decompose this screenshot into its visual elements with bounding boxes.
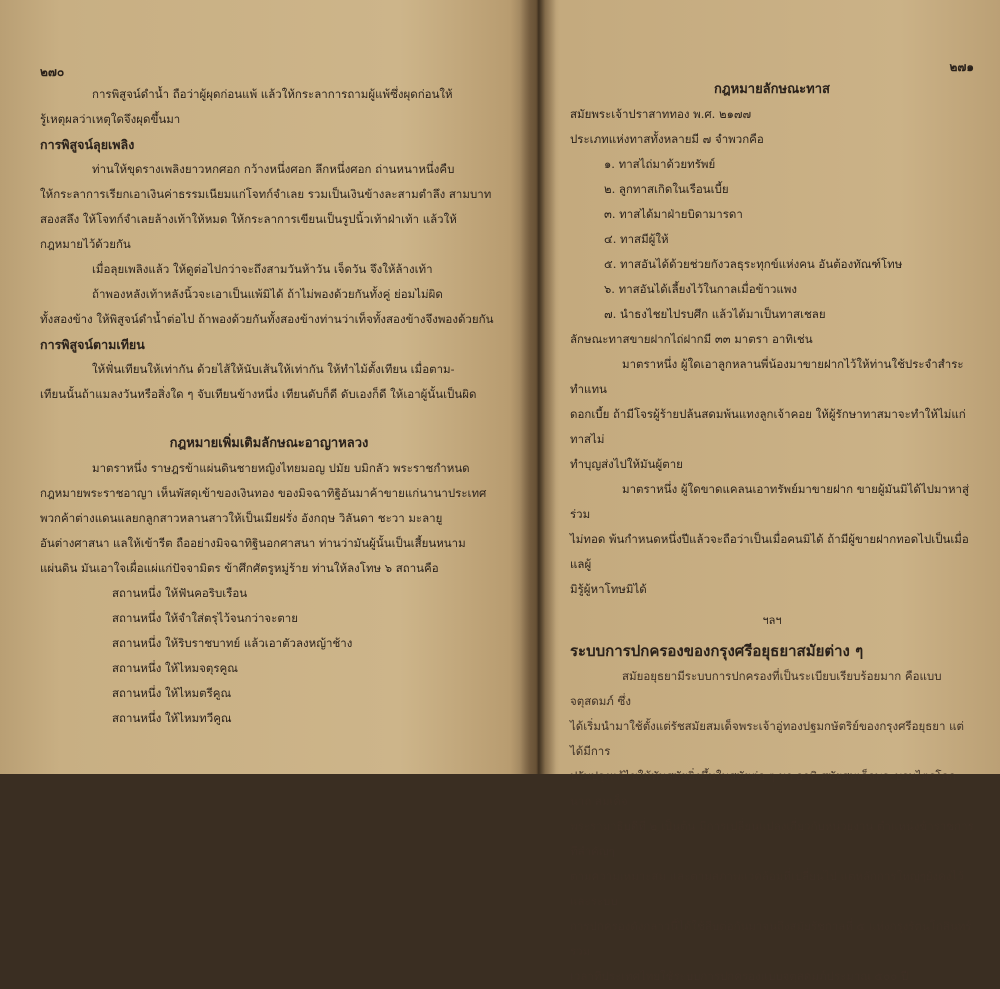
paragraph: สมัยอยุธยามีระบบการปกครองที่เป็นระเบียบเรียบร้อยมาก คือแบบจตุสดมภ์ ซึ่ง — [570, 669, 942, 708]
list-item: ๔. ทาสมีผู้ให้ — [604, 232, 669, 246]
list-item: ๕. ทาสอันได้ด้วยช่วยกังวลธุระทุกข์แห่งคน อันต้องทัณฑ์โทษ — [604, 257, 903, 271]
slave-types-list — [570, 152, 974, 327]
list-item: สถานหนึ่ง ให้จำใส่ตรุไว้จนกว่าจะตาย — [112, 611, 298, 625]
list-item: สถานหนึ่ง ให้ไหมจตุรคูณ — [112, 661, 238, 675]
paragraph: สมัยพระเจ้าปราสาททอง พ.ศ. ๒๑๗๗ — [570, 107, 752, 121]
paragraph: ทำบุญส่งไปให้มันผู้ตาย — [570, 457, 683, 471]
paragraph: การพิสูจน์ดำน้ำ ถือว่าผู้ผุดก่อนแพ้ แล้วให้กระลาการถามผู้แพ้ซึ่งผุดก่อนให้ — [92, 87, 453, 101]
section-heading: ระบบการปกครองของกรุงศรีอยุธยาสมัยต่าง ๆ — [570, 642, 864, 660]
paragraph: มาตราหนึ่ง ผู้ใดเอาลูกหลานพี่น้องมาขายฝากไว้ให้ท่านใช้ประจำสำระทำแทน — [570, 357, 964, 396]
paragraph: ตามความเหมาะสม และตามสภาพแวดล้อมที่เปลี่ยนไป แต่หลักการใหญ่ๆยังคงไว้และระบบ — [570, 869, 964, 908]
paragraph: การปกครองดังกล่าวนี้ได้ใช้สืบต่อกันมาจนถึงสมัยรัชกาลที่ ๕ แห่งกรุงรัตนโกสินทร์ รวม — [570, 919, 972, 958]
list-item: ๓. ทาสได้มาฝ่ายบิดามารดา — [604, 207, 743, 221]
paragraph: ได้เริ่มนำมาใช้ตั้งแต่รัชสมัยสมเด็จพระเจ้าอู่ทองปฐมกษัตริย์ของกรุงศรีอยุธยา แต่ได้มีการ — [570, 719, 964, 758]
paragraph: เวลาที่ประเทศไทยใช้ระบบการปกครองแบบจตุสดมภ์ประมาณ ๕๐๐ ปี — [570, 969, 909, 983]
right-page — [548, 0, 1000, 983]
list-item: ๖. ทาสอันได้เลี้ยงไว้ในกาลเมื่อข้าวแพง — [604, 282, 798, 296]
left-page — [0, 0, 528, 774]
paragraph: แผ่นดิน มันเอาใจเผื่อแผ่แก่ปัจจามิตร ข้าศึกศัตรูหมู่ร้าย ท่านให้ลงโทษ ๖ สถานคือ — [40, 561, 439, 575]
paragraph: ดอกเบี้ย ถ้ามีโจรผู้ร้ายปล้นสดมพ้นแทงลูกเจ้าคอย ให้ผู้รักษาทาสมาจะทำให้ไม่แก่ทาสไม่ — [570, 407, 966, 446]
paragraph: กฎหมายพระราชอาญา เห็นพัสดุเข้าของเงินทอง ของมิจฉาทิฐิอันมาค้าขายแก่นานาประเทศ — [40, 486, 487, 500]
paragraph: ลักษณะทาสขายฝากไถ่ฝากมี ๓๓ มาตรา อาทิเช่น — [570, 332, 813, 346]
paragraph: ท่านให้ขุดรางเพลิงยาวหกศอก กว้างหนึ่งศอก ลึกหนึ่งศอก ถ่านหนาหนึ่งคืบ — [92, 162, 455, 176]
section-heading: การพิสูจน์ตามเทียน — [40, 337, 145, 352]
paragraph: เมื่อลุยเพลิงแล้ว ให้ดูต่อไปกว่าจะถึงสามวันห้าวัน เจ็ดวัน จึงให้ล้างเท้า — [92, 262, 433, 276]
paragraph: กฎหมายไว้ด้วยกัน — [40, 237, 131, 251]
list-item: ๒. ลูกทาสเกิดในเรือนเบี้ย — [604, 182, 729, 196]
list-item: สถานหนึ่ง ให้ฟันคอริบเรือน — [112, 586, 248, 600]
list-item: ๑. ทาสไถ่มาด้วยทรัพย์ — [604, 157, 716, 171]
paragraph: มาตราหนึ่ง ผู้ใดขาดแคลนเอาทรัพย์มาขายฝาก ขายผู้มันมิได้ไปมาหาสู่ ร่วม — [570, 482, 970, 521]
section-heading-centered: กฎหมายเพิ่มเติมลักษณะอาญาหลวง — [169, 436, 369, 451]
list-item: สถานหนึ่ง ให้ริบราชบาทย์ แล้วเอาตัวลงหญ้าช้าง — [112, 636, 353, 650]
paragraph: สองสลึง ให้โจทก์จำเลยล้างเท้าให้หมด ให้กระลาการเขียนเป็นรูปนิ้วเท้าฝ่าเท้า แล้วให้ — [40, 212, 457, 226]
paragraph: พวกค้าต่างแดนแลยกลูกสาวหลานสาวให้เป็นเมียฝรั่ง อังกฤษ วิลันดา ชะวา มะลายู — [40, 511, 443, 525]
paragraph: มาตราหนึ่ง ราษฎรข้าแผ่นดินชายหญิงไทยมอญ ปมัย บมิกลัว พระราชกำหนด — [92, 461, 470, 475]
page-number-left: ๒๗๐ — [40, 65, 65, 79]
paragraph: ให้กระลาการเรียกเอาเงินค่าธรรมเนียมแก่โจทก์จำเลย รวมเป็นเงินข้างละสามตำลึง สามบาท — [40, 187, 492, 201]
ellipsis-marker: ฯลฯ — [762, 614, 782, 627]
list-item: สถานหนึ่ง ให้ไหมทวีคูณ — [112, 711, 232, 725]
list-item: ๗. นำธงไชยไปรบศึก แล้วได้มาเป็นทาสเชลย — [604, 307, 826, 321]
section-heading: การพิสูจน์ลุยเพลิง — [40, 137, 135, 152]
paragraph: ไม่ทอด พ้นกำหนดหนึ่งปีแล้วจะถือว่าเป็นเมื่อคนมิได้ ถ้ามีผู้ขายฝากทอดไปเป็นเมื่อแลผู้ — [570, 532, 969, 571]
paragraph: ให้ฟั่นเทียนให้เท่ากัน ด้วยไส้ให้นับเส้นให้เท่ากัน ให้ทำไม้ตั้งเทียน เมื่อตาม- — [92, 362, 455, 376]
paragraph: ถ้าพองหลังเท้าหลังนิ้วจะเอาเป็นแพ้มิได้ ถ้าไม่พองด้วยกันทั้งคู่ ย่อมไม่ผิด — [92, 287, 443, 301]
page-number-right: ๒๗๑ — [949, 60, 974, 74]
page-title: กฎหมายลักษณะทาส — [714, 82, 830, 97]
paragraph: ทั้งสองข้าง ให้พิสูจน์ดำน้ำต่อไป ถ้าพองด้วยกันทั้งสองข้างท่านว่าเท็จทั้งสองข้างจึงพองด้วยกัน — [40, 312, 494, 326]
paragraph: อันต่างศาสนา แลให้เข้ารีต ถืออย่างมิจฉาทิฐินอกศาสนา ท่านว่ามันผู้นั้นเป็นเสี้ยนหนาม — [40, 536, 466, 550]
paragraph: เทียนนั้นถ้าแมลงวันหรือสิ่งใด ๆ จับเทียนข้างหนึ่ง เทียนดับก็ดี ดับเองก็ดี ให้เอาผู้นั้นเป็นผิด — [40, 387, 477, 401]
paragraph: พระรามาธิบดีที่ ๒ เป็นต้น มีการเปลี่ยนแปลงเกี่ยวกับหน่วยงาน ตำแหน่งข้าราชการที่สำคัญๆ — [570, 819, 974, 858]
paragraph: ปรับปรุงแก้ไขให้ทันสมัยยิ่งขึ้นในสมัยต่อ ๆ มา อาทิ สมัยสมเด็จพระบรมไตรโลกนาถ สมเด็จ — [570, 769, 956, 808]
paragraph: มิรู้ผู้หาโทษมิได้ — [570, 582, 647, 596]
paragraph: ประเภทแห่งทาสทั้งหลายมี ๗ จำพวกคือ — [570, 132, 764, 146]
paragraph: รู้เหตุผลว่าเหตุใดจึงผุดขึ้นมา — [40, 112, 181, 126]
list-item: สถานหนึ่ง ให้ไหมตรีคูณ — [112, 686, 232, 700]
